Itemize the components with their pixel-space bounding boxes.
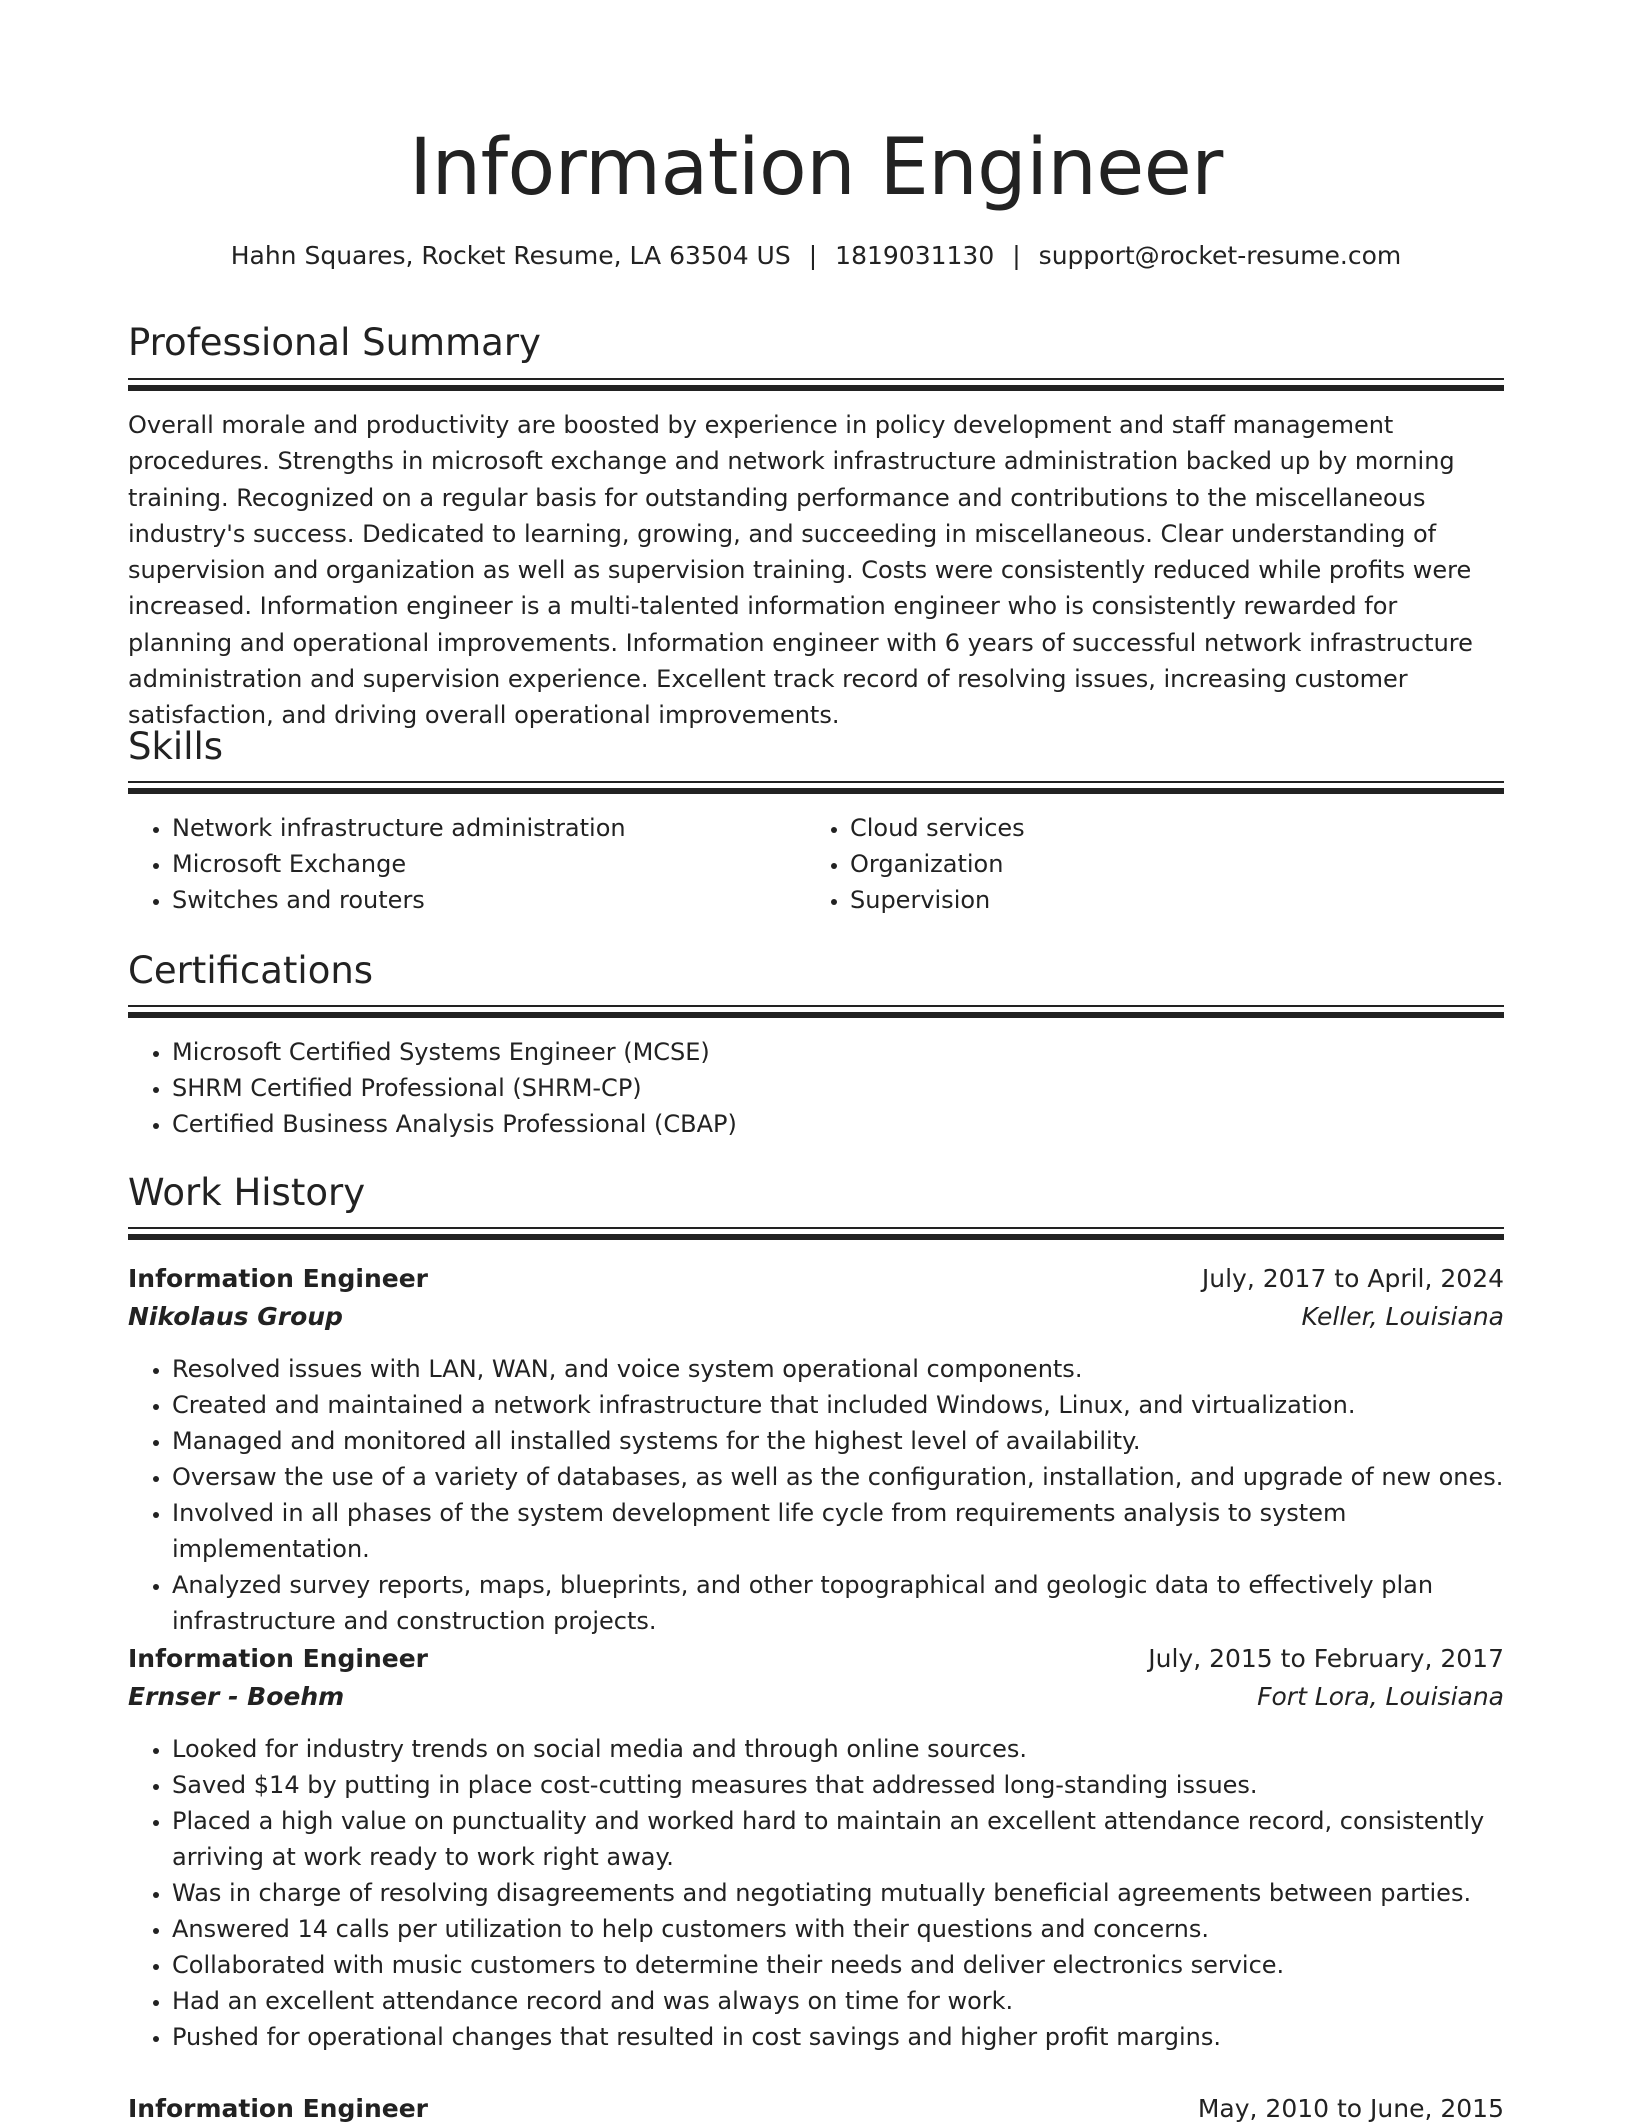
job-duty-item: • Answered 14 calls per utilization to help customers with their questions and concerns.	[172, 1911, 1504, 1947]
job-title: Information Engineer	[128, 1643, 428, 1673]
resume-name-title: Information Engineer	[409, 123, 1223, 213]
section-title-summary: Professional Summary	[128, 321, 541, 364]
job-duty-item: • Pushed for operational changes that resulted in cost savings and higher profit margins.	[172, 2019, 1504, 2055]
skills-list	[128, 810, 788, 918]
contact-email: support@rocket-resume.com	[1038, 241, 1402, 270]
job-duties-list	[128, 1731, 1504, 2055]
skill-item: • Microsoft Exchange	[172, 846, 788, 882]
job-location: Fort Lora, Louisiana	[1257, 1681, 1504, 1711]
section-divider	[128, 1005, 1504, 1018]
job-duty-item: • Managed and monitored all installed systems for the highest level of availability.	[172, 1423, 1504, 1459]
certifications-block	[128, 1034, 1504, 1142]
job-company: Ernser - Boehm	[128, 1681, 345, 1711]
contact-separator: |	[1012, 241, 1021, 270]
job-entry	[128, 1259, 1504, 1639]
professional-summary-text: Overall morale and productivity are boosted by experience in policy development and staff management procedures. Strengths in microsoft exchange and network infrastructure administration backed up by morning training. Recognized on a regular basis for outstanding performance and contributions to the miscellaneous industry's success. Dedicated to learning, growing, and succeeding in miscellaneous. Clear understanding of supervision and organization as well as supervision training. Costs were consistently reduced while profits were increased. Information engineer is a multi-talented information engineer who is consistently rewarded for planning and operational improvements. Information engineer with 6 years of successful network infrastructure administration and supervision experience. Excellent track record of resolving issues, increasing customer satisfaction, and driving overall operational improvements.	[128, 411, 1473, 730]
section-divider	[128, 781, 1504, 794]
job-duty-item: • Collaborated with music customers to determine their needs and deliver electronics service.	[172, 1947, 1504, 1983]
section-title-certifications: Certifications	[128, 949, 374, 992]
contact-line	[128, 236, 1504, 276]
certifications-list	[128, 1034, 1504, 1142]
skills-list	[806, 810, 1466, 918]
section-title-work-history: Work History	[128, 1171, 366, 1214]
contact-phone: 1819031130	[835, 241, 995, 270]
skill-item: • Cloud services	[850, 810, 1466, 846]
certification-item: • SHRM Certified Professional (SHRM-CP)	[172, 1070, 1504, 1106]
job-duty-item: • Resolved issues with LAN, WAN, and voice system operational components.	[172, 1351, 1504, 1387]
job-company: Nikolaus Group	[128, 1301, 343, 1331]
job-dates: July, 2017 to April, 2024	[1201, 1263, 1504, 1293]
job-duties-list	[128, 1351, 1504, 1639]
job-title: Information Engineer	[128, 1263, 428, 1293]
job-location: Keller, Louisiana	[1301, 1301, 1504, 1331]
skill-item: • Network infrastructure administration	[172, 810, 788, 846]
job-duty-item: • Oversaw the use of a variety of databases, as well as the configuration, installation, and upgrade of new ones.	[172, 1459, 1504, 1495]
section-title-skills: Skills	[128, 725, 224, 768]
job-duty-item: • Was in charge of resolving disagreements and negotiating mutually beneficial agreements between parties.	[172, 1875, 1504, 1911]
job-dates: July, 2015 to February, 2017	[1148, 1643, 1504, 1673]
job-duty-item: • Analyzed survey reports, maps, blueprints, and other topographical and geologic data to effectively plan infrastructure and construction projects.	[172, 1567, 1504, 1639]
skill-item: • Switches and routers	[172, 882, 788, 918]
job-title: Information Engineer	[128, 2093, 428, 2123]
certification-item: • Microsoft Certified Systems Engineer (MCSE)	[172, 1034, 1504, 1070]
certification-item: • Certified Business Analysis Professional (CBAP)	[172, 1106, 1504, 1142]
job-entry	[128, 1639, 1504, 2055]
contact-separator: |	[808, 241, 818, 270]
job-duty-item: • Created and maintained a network infrastructure that included Windows, Linux, and virtualization.	[172, 1387, 1504, 1423]
job-duty-item: • Looked for industry trends on social media and through online sources.	[172, 1731, 1504, 1767]
job-dates: May, 2010 to June, 2015	[1197, 2093, 1504, 2123]
job-duty-item: • Involved in all phases of the system development life cycle from requirements analysis to system implementation.	[172, 1495, 1504, 1567]
job-duty-item: • Saved $14 by putting in place cost-cutting measures that addressed long-standing issues.	[172, 1767, 1504, 1803]
section-divider	[128, 378, 1504, 391]
job-duty-item: • Had an excellent attendance record and was always on time for work.	[172, 1983, 1504, 2019]
skills-column-left	[128, 810, 788, 918]
job-entry	[128, 2089, 1504, 2127]
contact-address: Hahn Squares, Rocket Resume, LA 63504 US	[230, 241, 791, 270]
skill-item: • Organization	[850, 846, 1466, 882]
section-divider	[128, 1227, 1504, 1240]
job-duty-item: • Placed a high value on punctuality and worked hard to maintain an excellent attendance record, consistently arriving at work ready to work right away.	[172, 1803, 1504, 1875]
skills-column-right	[806, 810, 1466, 918]
skill-item: • Supervision	[850, 882, 1466, 918]
